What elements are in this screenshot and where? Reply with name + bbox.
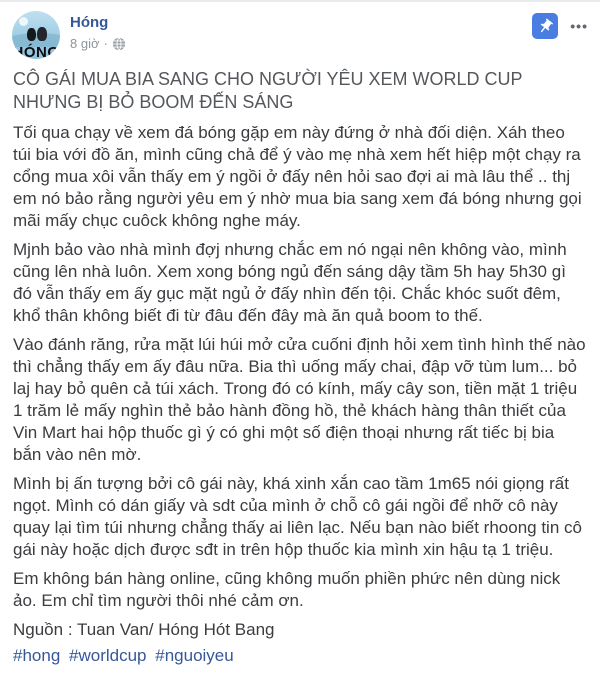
meta-separator: · [103,36,108,51]
post-source-credit: Nguồn : Tuan Van/ Hóng Hót Bang [13,620,275,639]
timestamp-link[interactable]: 8 giờ [70,36,100,51]
header-info [70,11,532,51]
hashtag-nguoiyeu[interactable]: #nguoiyeu [155,646,234,665]
header-actions [532,11,588,39]
hashtag-row [13,645,587,667]
avatar-figure-decoration [27,28,36,41]
globe-privacy-icon [112,37,126,51]
avatar[interactable] [12,11,60,59]
post-headline: CÔ GÁI MUA BIA SANG CHO NGƯỜI YÊU XEM WORLD CUP NHƯNG BỊ BỎ BOOM ĐẾN SÁNG [13,69,523,112]
post-paragraph-2: Mjnh bảo vào nhà mình đợj nhưng chắc em nó ngại nên không vào, mình cũng lên nhà luôn. Xem xong bóng ngủ đến sáng dậy tầm 5h hay 5h30 gì đó vẫn thấy em ấy gục mặt ngủ ở đấy nhìn đến tội. Chắc khóc suốt đêm, khổ thân không biết đi từ đâu đến đây mà ăn quả boom to thế. [13,240,567,325]
avatar-figure-decoration [37,27,47,41]
facebook-post-card [0,2,600,675]
post-paragraph-5: Em không bán hàng online, cũng không muốn phiền phức nên dùng nick ảo. Em chỉ tìm người thôi nhé cảm ơn. [13,569,561,610]
post-meta [70,36,532,51]
avatar-sun-decoration [19,17,28,26]
post-content [0,68,600,667]
post-paragraph-4: Mình bị ấn tượng bởi cô gái này, khá xinh xắn cao tầm 1m65 nói giọng rất ngọt. Mình có dán giấy và sdt của mình ở chỗ cô gái ngồi để nhỡ cô này quay lại tìm túi nhưng chẳng thấy ai liên lạc. Nếu bạn nào biết rhoong tin cô gái này hoặc dịch được sđt in trên hộp thuốc kia mình xin hậu tạ 1 triệu. [13,474,582,559]
avatar-text: HÓNG [12,44,60,59]
hashtag-worldcup[interactable]: #worldcup [69,646,147,665]
more-options-button[interactable]: ••• [570,18,588,34]
pinned-post-icon [532,13,558,39]
author-name-link[interactable]: Hóng [70,14,109,31]
post-paragraph-3: Vào đánh răng, rửa mặt lúi húi mở cửa cuốni định hỏi xem tình hình thế nào thì chẳng thấy em ấy đâu nữa. Bia thì uống mấy chai, đập vỡ tùm lum... bỏ laj hay bỏ quên cả túi xách. Trong đó có kính, mấy cây son, tiền mặt 1 triệu 1 trăm lẻ mấy nghìn thẻ bảo hành đồng hồ, thẻ khách hàng thân thiết của Vin Mart hai hộp thuốc gì ý có ghi một số điện thoại nhưng rất tiếc bị bia bắn vào nên mờ. [13,335,586,464]
post-header [0,2,600,59]
post-paragraph-1: Tối qua chạy về xem đá bóng gặp em này đứng ở nhà đối diện. Xáh theo túi bia với đồ ăn, mình cũng chả để ý vào mẹ nhà xem hết hiệp một chạy ra cổng mua xôi vẫn thấy em ý ngồi ở đấy nên hỏi sao đợi ai mà lâu thể .. thj em nó bảo rằng người yêu em ý nhờ mua bia sang xem đá bóng nhưng gọi mãi mấy chục cuôck không nghe máy. [13,123,582,230]
hashtag-hong[interactable]: #hong [13,646,61,665]
